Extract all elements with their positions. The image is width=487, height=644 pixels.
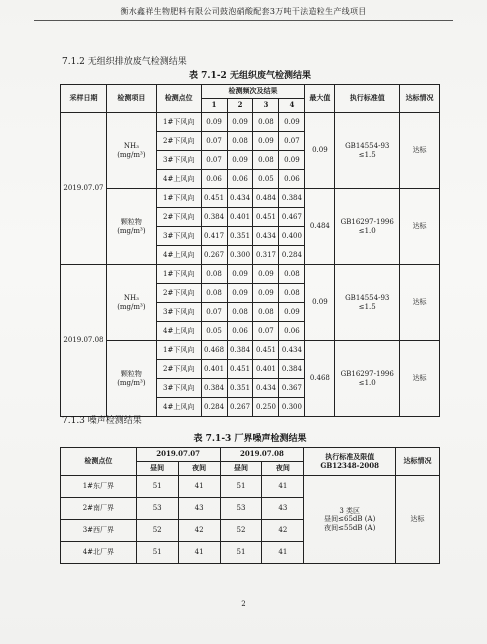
measurement-value: 0.08 xyxy=(253,113,279,132)
measurement-value: 0.284 xyxy=(279,246,305,265)
th-noise-point: 检测点位 xyxy=(61,448,137,476)
measurement-value: 0.434 xyxy=(253,227,279,246)
pollutant-name: 颗粒物 xyxy=(120,370,142,379)
th-freq-2: 2 xyxy=(227,99,253,113)
standard-value xyxy=(335,341,400,417)
measurement-value: 0.09 xyxy=(201,113,227,132)
measurement-value: 0.08 xyxy=(227,303,253,322)
sampling-date: 2019.07.07 xyxy=(61,113,107,265)
table-unorganized-emissions xyxy=(60,84,440,417)
noise-compliance-cell: 达标 xyxy=(396,476,440,564)
measurement-value: 0.08 xyxy=(253,303,279,322)
measurement-value: 0.317 xyxy=(253,246,279,265)
section-heading-713: 7.1.3 噪声检测结果 xyxy=(62,416,142,426)
monitoring-point: 2#下风向 xyxy=(156,132,201,151)
monitoring-point: 2#下风向 xyxy=(156,284,201,303)
noise-cell: 53 xyxy=(220,498,262,520)
measurement-value: 0.267 xyxy=(201,246,227,265)
measurement-value: 0.08 xyxy=(279,265,305,284)
measurement-value: 0.300 xyxy=(279,398,305,417)
sampling-date: 2019.07.08 xyxy=(61,265,107,417)
th-date-0707: 2019.07.07 xyxy=(136,448,220,462)
noise-point: 4#北厂界 xyxy=(61,542,137,564)
th-freq-3: 3 xyxy=(253,99,279,113)
measurement-value: 0.384 xyxy=(279,189,305,208)
th-freq-4: 4 xyxy=(279,99,305,113)
noise-cell: 42 xyxy=(178,520,220,542)
standard-code: GB16297-1996 xyxy=(340,218,394,227)
monitoring-point: 3#下风向 xyxy=(156,303,201,322)
measurement-value: 0.06 xyxy=(227,170,253,189)
noise-std-night: 夜间≤55dB (A) xyxy=(324,523,376,532)
noise-std-day: 昼间≤65dB (A) xyxy=(324,515,376,524)
max-value: 0.09 xyxy=(305,113,335,189)
compliance-status: 达标 xyxy=(400,189,440,265)
noise-cell: 41 xyxy=(262,476,304,498)
standard-limit: ≤1.5 xyxy=(358,150,376,159)
measurement-value: 0.467 xyxy=(279,208,305,227)
max-value: 0.468 xyxy=(305,341,335,417)
measurement-value: 0.09 xyxy=(227,265,253,284)
measurement-value: 0.284 xyxy=(201,398,227,417)
measurement-value: 0.351 xyxy=(227,227,253,246)
measurement-value: 0.09 xyxy=(227,284,253,303)
th-point: 检测点位 xyxy=(156,85,201,113)
measurement-value: 0.08 xyxy=(201,265,227,284)
table1-caption: 表 7.1-2 无组织废气检测结果 xyxy=(189,71,311,81)
compliance-status: 达标 xyxy=(400,341,440,417)
pollutant-name: NH₃ xyxy=(123,142,139,151)
measurement-value: 0.09 xyxy=(227,113,253,132)
th-noise-standard-line2: GB12348-2008 xyxy=(320,460,380,470)
monitoring-point: 3#下风向 xyxy=(156,379,201,398)
pollutant-unit: (mg/m³) xyxy=(117,378,146,387)
measurement-value: 0.05 xyxy=(253,170,279,189)
monitoring-point: 1#下风向 xyxy=(156,189,201,208)
noise-cell: 52 xyxy=(220,520,262,542)
pollutant-unit: (mg/m³) xyxy=(117,150,146,159)
measurement-value: 0.401 xyxy=(227,208,253,227)
measurement-value: 0.384 xyxy=(201,379,227,398)
standard-code: GB14554-93 xyxy=(345,294,390,303)
standard-limit: ≤1.0 xyxy=(358,226,376,235)
noise-point: 1#东厂界 xyxy=(61,476,137,498)
noise-point: 3#西厂界 xyxy=(61,520,137,542)
measurement-value: 0.07 xyxy=(279,132,305,151)
compliance-status: 达标 xyxy=(400,265,440,341)
th-item: 检测项目 xyxy=(106,85,156,113)
noise-cell: 51 xyxy=(136,542,178,564)
measurement-value: 0.300 xyxy=(227,246,253,265)
measurement-value: 0.09 xyxy=(253,265,279,284)
measurement-value: 0.417 xyxy=(201,227,227,246)
measurement-value: 0.07 xyxy=(201,132,227,151)
noise-cell: 41 xyxy=(262,542,304,564)
monitoring-point: 3#下风向 xyxy=(156,227,201,246)
noise-cell: 52 xyxy=(136,520,178,542)
measurement-value: 0.05 xyxy=(201,322,227,341)
measurement-value: 0.09 xyxy=(279,113,305,132)
measurement-value: 0.434 xyxy=(227,189,253,208)
measurement-value: 0.250 xyxy=(253,398,279,417)
th-max: 最大值 xyxy=(305,85,335,113)
measurement-value: 0.09 xyxy=(279,151,305,170)
measurement-value: 0.08 xyxy=(227,132,253,151)
monitoring-point: 2#下风向 xyxy=(156,208,201,227)
pollutant-unit: (mg/m³) xyxy=(117,226,146,235)
monitoring-point: 2#下风向 xyxy=(156,360,201,379)
standard-value xyxy=(335,265,400,341)
measurement-value: 0.384 xyxy=(279,360,305,379)
monitoring-point: 4#上风向 xyxy=(156,322,201,341)
standard-value xyxy=(335,113,400,189)
standard-limit: ≤1.5 xyxy=(358,302,376,311)
measurement-value: 0.07 xyxy=(201,303,227,322)
measurement-value: 0.401 xyxy=(253,360,279,379)
max-value: 0.484 xyxy=(305,189,335,265)
th-compliance: 达标情况 xyxy=(400,85,440,113)
standard-code: GB14554-93 xyxy=(345,142,390,151)
pollutant-name: 颗粒物 xyxy=(120,218,142,227)
measurement-value: 0.267 xyxy=(227,398,253,417)
th-day-1: 昼间 xyxy=(136,462,178,476)
monitoring-point: 4#上风向 xyxy=(156,170,201,189)
th-frequency: 检测频次及结果 xyxy=(201,85,305,99)
th-day-2: 昼间 xyxy=(220,462,262,476)
measurement-value: 0.06 xyxy=(201,170,227,189)
standard-value xyxy=(335,189,400,265)
noise-cell: 41 xyxy=(178,476,220,498)
measurement-value: 0.08 xyxy=(201,284,227,303)
measurement-value: 0.434 xyxy=(253,379,279,398)
noise-cell: 51 xyxy=(220,476,262,498)
measurement-value: 0.484 xyxy=(253,189,279,208)
th-noise-compliance: 达标情况 xyxy=(396,448,440,476)
pollutant-cell xyxy=(106,265,156,341)
noise-cell: 53 xyxy=(136,498,178,520)
th-freq-1: 1 xyxy=(201,99,227,113)
standard-limit: ≤1.0 xyxy=(358,378,376,387)
noise-standard-cell xyxy=(304,476,396,564)
max-value: 0.09 xyxy=(305,265,335,341)
th-date-0708: 2019.07.08 xyxy=(220,448,304,462)
monitoring-point: 4#上风向 xyxy=(156,398,201,417)
table2-caption: 表 7.1-3 厂界噪声检测结果 xyxy=(193,434,307,444)
noise-cell: 51 xyxy=(220,542,262,564)
measurement-value: 0.384 xyxy=(201,208,227,227)
measurement-value: 0.451 xyxy=(253,341,279,360)
measurement-value: 0.06 xyxy=(279,170,305,189)
measurement-value: 0.451 xyxy=(253,208,279,227)
monitoring-point: 1#下风向 xyxy=(156,265,201,284)
pollutant-unit: (mg/m³) xyxy=(117,302,146,311)
measurement-value: 0.351 xyxy=(227,379,253,398)
monitoring-point: 3#下风向 xyxy=(156,151,201,170)
measurement-value: 0.400 xyxy=(279,227,305,246)
measurement-value: 0.09 xyxy=(279,303,305,322)
noise-std-class: 3 类区 xyxy=(339,507,361,516)
pollutant-cell xyxy=(106,189,156,265)
th-noise-standard-line1: 执行标准及限值 xyxy=(325,452,375,462)
measurement-value: 0.401 xyxy=(201,360,227,379)
pollutant-cell xyxy=(106,113,156,189)
measurement-value: 0.09 xyxy=(253,132,279,151)
noise-cell: 51 xyxy=(136,476,178,498)
monitoring-point: 1#下风向 xyxy=(156,341,201,360)
measurement-value: 0.07 xyxy=(253,322,279,341)
noise-point: 2#南厂界 xyxy=(61,498,137,520)
measurement-value: 0.06 xyxy=(227,322,253,341)
pollutant-name: NH₃ xyxy=(123,294,139,303)
standard-code: GB16297-1996 xyxy=(340,370,394,379)
measurement-value: 0.451 xyxy=(201,189,227,208)
measurement-value: 0.451 xyxy=(227,360,253,379)
measurement-value: 0.09 xyxy=(253,284,279,303)
measurement-value: 0.468 xyxy=(201,341,227,360)
th-noise-standard xyxy=(304,448,396,476)
noise-cell: 43 xyxy=(262,498,304,520)
measurement-value: 0.06 xyxy=(279,322,305,341)
noise-cell: 42 xyxy=(262,520,304,542)
monitoring-point: 1#下风向 xyxy=(156,113,201,132)
compliance-status: 达标 xyxy=(400,113,440,189)
table-boundary-noise xyxy=(60,447,440,564)
page-header: 衡水鑫祥生物肥料有限公司鼓泡硝酸配套3万吨干法造粒生产线项目 xyxy=(34,6,453,21)
page-number: 2 xyxy=(241,600,246,608)
th-night-2: 夜间 xyxy=(262,462,304,476)
monitoring-point: 4#上风向 xyxy=(156,246,201,265)
measurement-value: 0.07 xyxy=(201,151,227,170)
noise-cell: 43 xyxy=(178,498,220,520)
measurement-value: 0.434 xyxy=(279,341,305,360)
measurement-value: 0.367 xyxy=(279,379,305,398)
th-standard: 执行标准值 xyxy=(335,85,400,113)
th-date: 采样日期 xyxy=(61,85,107,113)
section-heading-712: 7.1.2 无组织排放废气检测结果 xyxy=(62,57,187,67)
measurement-value: 0.384 xyxy=(227,341,253,360)
th-night-1: 夜间 xyxy=(178,462,220,476)
pollutant-cell xyxy=(106,341,156,417)
noise-cell: 41 xyxy=(178,542,220,564)
measurement-value: 0.08 xyxy=(279,284,305,303)
measurement-value: 0.08 xyxy=(253,151,279,170)
measurement-value: 0.09 xyxy=(227,151,253,170)
